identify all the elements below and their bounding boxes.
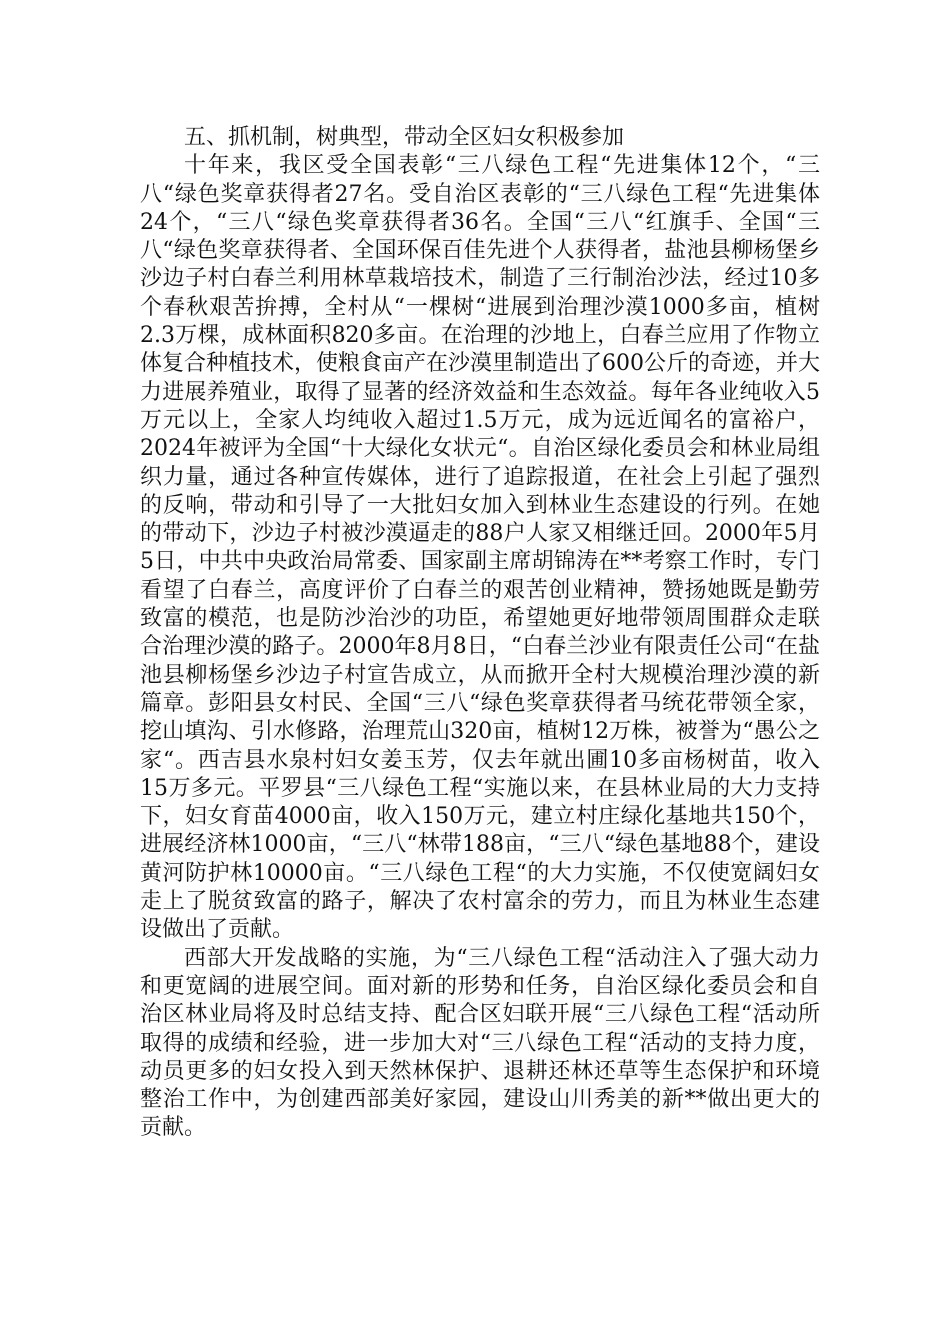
document-body bbox=[140, 124, 820, 1143]
paragraph-1: 十年来，我区受全国表彰“三八绿色工程“先进集体12个，“三八“绿色奖章获得者27名。受自治区表彰的“三八绿色工程“先进集体24个，“三八“绿色奖章获得者36名。全国“三八“红旗手、全国“三八“绿色奖章获得者、全国环保百佳先进个人获得者，盐池县柳杨堡乡沙边子村白春兰利用林草栽培技术，制造了三行制治沙法，经过10多个春秋艰苦拚搏，全村从“一棵树“进展到治理沙漠1000多亩，植树2.3万棵，成林面积820多亩。在治理的沙地上，白春兰应用了作物立体复合种植技术，使粮食亩产在沙漠里制造出了600公斤的奇迹，并大力进展养殖业，取得了显著的经济效益和生态效益。每年各业纯收入5万元以上，全家人均纯收入超过1.5万元，成为远近闻名的富裕户，2024年被评为全国“十大绿化女状元“。自治区绿化委员会和林业局组织力量，通过各种宣传媒体，进行了追踪报道，在社会上引起了强烈的反响，带动和引导了一大批妇女加入到林业生态建设的行列。在她的带动下，沙边子村被沙漠逼走的88户人家又相继迁回。2000年5月5日，中共中央政治局常委、国家副主席胡锦涛在**考察工作时，专门看望了白春兰，高度评价了白春兰的艰苦创业精神，赞扬她既是勤劳致富的模范，也是防沙治沙的功臣，希望她更好地带领周围群众走联合治理沙漠的路子。2000年8月8日，“白春兰沙业有限责任公司“在盐池县柳杨堡乡沙边子村宣告成立，从而掀开全村大规模治理沙漠的新篇章。彭阳县女村民、全国“三八“绿色奖章获得者马统花带领全家，挖山填沟、引水修路，治理荒山320亩，植树12万株，被誉为“愚公之家“。西吉县水泉村妇女姜玉芳，仅去年就出圃10多亩杨树苗，收入15万多元。平罗县“三八绿色工程“实施以来，在县林业局的大力支持下，妇女育苗4000亩，收入150万元，建立村庄绿化基地共150个，进展经济林1000亩，“三八“林带188亩，“三八“绿色基地88个，建设黄河防护林10000亩。“三八绿色工程“的大力实施，不仅使宽阔妇女走上了脱贫致富的路子，解决了农村富余的劳力，而且为林业生态建设做出了贡献。 bbox=[140, 153, 821, 943]
paragraph-2: 西部大开发战略的实施，为“三八绿色工程“活动注入了强大动力和更宽阔的进展空间。面对新的形势和任务，自治区绿化委员会和自治区林业局将及时总结支持、配合区妇联开展“三八绿色工程“活动所取得的成绩和经验，进一步加大对“三八绿色工程“活动的支持力度，动员更多的妇女投入到天然林保护、退耕还林还草等生态保护和环境整治工作中，为创建西部美好家园，建设山川秀美的新**做出更大的贡献。 bbox=[140, 945, 820, 1141]
section-heading: 五、抓机制，树典型，带动全区妇女积极参加 bbox=[184, 125, 625, 150]
